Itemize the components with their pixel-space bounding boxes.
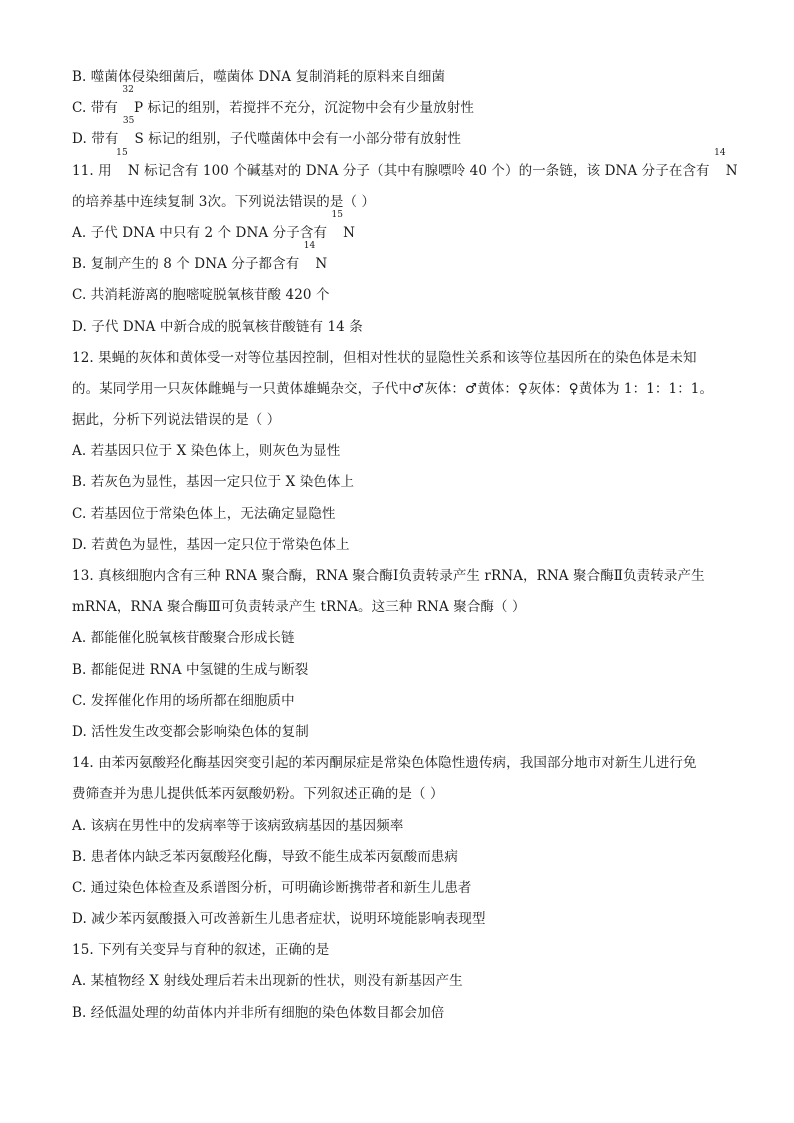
text-line — [72, 966, 732, 997]
text-segment: C. 通过染色体检查及系谱图分析，可明确诊断携带者和新生儿患者 — [72, 879, 472, 896]
text-segment: 费筛查并为患儿提供低苯丙氨酸奶粉。下列叙述正确的是（ ） — [72, 786, 444, 803]
text-line — [72, 935, 732, 966]
text-line — [72, 312, 732, 343]
text-line — [72, 343, 732, 374]
text-segment: 14. 由苯丙氨酸羟化酶基因突变引起的苯丙酮尿症是常染色体隐性遗传病，我国部分地市对新生儿进行免 — [72, 755, 697, 772]
text-segment: 的培养基中连续复制 3次。下列说法错误的是（ ） — [72, 193, 376, 210]
text-segment: C. 共消耗游离的胞嘧啶脱氧核苷酸 420 个 — [72, 287, 330, 304]
text-segment: A. 若基因只位于 X 染色体上，则灰色为显性 — [72, 443, 341, 460]
text-segment: 11. 用 — [72, 162, 117, 179]
text-line — [72, 85, 732, 127]
text-segment: N — [315, 256, 328, 273]
text-line — [72, 748, 732, 779]
text-segment: B. 患者体内缺乏苯丙氨酸羟化酶，导致不能生成苯丙氨酸而患病 — [72, 848, 459, 865]
text-segment: 12. 果蝇的灰体和黄体受一对等位基因控制，但相对性状的显隐性关系和该等位基因所在的染色体是未知 — [72, 349, 697, 366]
text-line — [72, 873, 732, 904]
text-segment: 15. 下列有关变异与育种的叙述，正确的是 — [72, 942, 330, 959]
text-segment: C. 若基因位于常染色体上，无法确定显隐性 — [72, 505, 336, 522]
text-line — [72, 467, 732, 498]
text-line — [72, 436, 732, 467]
text-line — [72, 209, 732, 252]
text-segment: C. 发挥催化作用的场所都在细胞质中 — [72, 692, 295, 709]
text-line — [72, 147, 738, 187]
text-segment: A. 都能催化脱氧核苷酸聚合形成长链 — [72, 630, 295, 647]
text-line — [72, 655, 732, 686]
text-segment: D. 活性发生改变都会影响染色体的复制 — [72, 723, 309, 740]
text-line — [72, 116, 732, 155]
text-segment: D. 子代 DNA 中新合成的脱氧核苷酸链有 14 条 — [72, 318, 363, 335]
text-line — [72, 280, 732, 311]
text-segment: D. 减少苯丙氨酸摄入可改善新生儿患者症状，说明环境能影响表现型 — [72, 911, 486, 928]
text-line — [72, 530, 732, 561]
text-segment: N — [725, 162, 738, 179]
text-line — [72, 374, 732, 405]
text-segment: C. 带有 — [72, 100, 123, 117]
isotope-superscript: 14 — [714, 147, 726, 158]
text-segment: A. 某植物经 X 射线处理后若未出现新的性状，则没有新基因产生 — [72, 973, 463, 990]
text-line — [72, 62, 732, 96]
isotope-superscript: 15 — [331, 209, 344, 220]
text-line — [72, 811, 732, 842]
text-segment: 13. 真核细胞内含有三种 RNA 聚合酶，RNA 聚合酶Ⅰ负责转录产生 rRNA，RNA 聚合酶Ⅱ负责转录产生 — [72, 568, 705, 584]
text-segment: D. 带有 — [72, 131, 123, 148]
text-line — [72, 842, 732, 873]
isotope-superscript: 35 — [122, 116, 135, 127]
isotope-superscript: 15 — [116, 147, 128, 158]
text-segment: B. 复制产生的 8 个 DNA 分子都含有 — [72, 256, 304, 273]
text-segment: S 标记的组别，子代噬菌体中会有一小部分带有放射性 — [134, 131, 462, 148]
text-line — [72, 187, 732, 218]
text-segment: mRNA，RNA 聚合酶Ⅲ可负责转录产生 tRNA。这三种 RNA 聚合酶（ ） — [72, 599, 526, 616]
text-line — [72, 592, 732, 623]
text-line — [72, 779, 732, 810]
text-segment: N 标记含有 100 个碱基对的 DNA 分子（其中有腺嘌呤 40 个）的一条链，该 DNA 分子在含有 — [127, 162, 715, 179]
text-segment: P 标记的组别，若搅拌不充分，沉淀物中会有少量放射性 — [133, 100, 474, 117]
document-page — [72, 62, 738, 1029]
text-segment: B. 噬菌体侵染细菌后，噬菌体 DNA 复制消耗的原料来自细菌 — [72, 69, 446, 85]
text-segment: N — [343, 224, 356, 241]
text-line — [72, 405, 732, 436]
text-line — [72, 686, 732, 717]
text-line — [72, 998, 732, 1029]
text-segment: A. 该病在男性中的发病率等于该病致病基因的基因频率 — [72, 817, 404, 834]
text-segment: B. 若灰色为显性，基因一定只位于 X 染色体上 — [72, 474, 355, 491]
text-line — [72, 717, 732, 748]
text-line — [72, 623, 732, 654]
text-line — [72, 904, 732, 935]
isotope-superscript: 32 — [122, 85, 134, 96]
text-segment: D. 若黄色为显性，基因一定只位于常染色体上 — [72, 536, 350, 553]
text-line — [72, 241, 732, 280]
text-segment: 的。某同学用一只灰体雌蝇与一只黄体雄蝇杂交，子代中♂灰体：♂黄体：♀灰体：♀黄体为 1：1：1：1。 — [72, 380, 714, 397]
text-segment: A. 子代 DNA 中只有 2 个 DNA 分子含有 — [72, 224, 332, 241]
text-line — [72, 499, 732, 530]
text-line — [72, 561, 732, 592]
text-segment: 据此，分析下列说法错误的是（ ） — [72, 412, 281, 429]
text-segment: B. 都能促进 RNA 中氢键的生成与断裂 — [72, 661, 309, 678]
isotope-superscript: 14 — [303, 241, 316, 252]
text-segment: B. 经低温处理的幼苗体内并非所有细胞的染色体数目都会加倍 — [72, 1004, 445, 1021]
